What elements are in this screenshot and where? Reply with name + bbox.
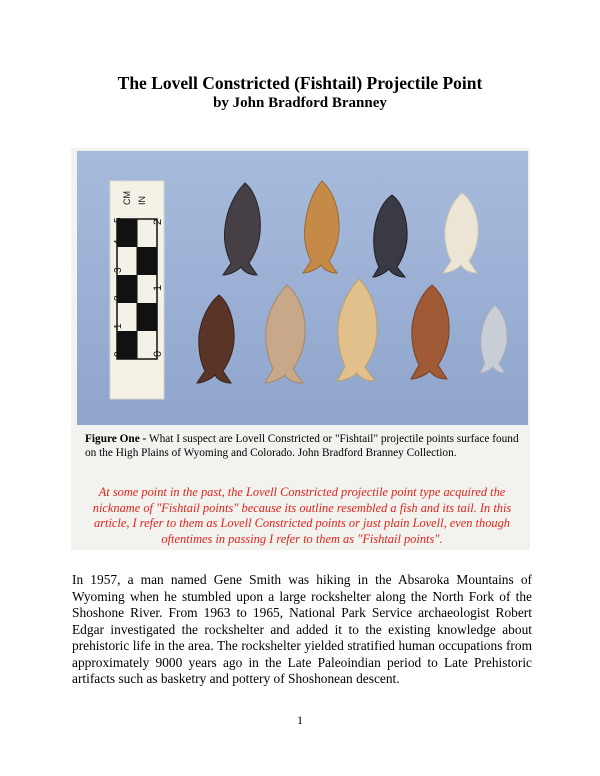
caption-lead: Figure One - xyxy=(85,433,147,445)
cm-tick-5: 5 xyxy=(113,217,124,223)
in-tick-1: 1 xyxy=(152,284,164,291)
page-number: 1 xyxy=(297,713,303,727)
cm-tick-4: 4 xyxy=(113,239,124,245)
cm-tick-2: 2 xyxy=(113,295,124,301)
scale-cm-label: CM xyxy=(122,191,132,205)
caption-text: What I suspect are Lovell Constricted or "Fishtail" projectile points surface found on the High Plains of Wyoming and Colorado. John Bradford Branney Collection. xyxy=(85,433,519,459)
scale-card xyxy=(110,181,164,399)
figure-note: At some point in the past, the Lovell Constricted projectile point type acquired the nickname of "Fishtail points" because its outline resembled a fish and its tail. In this article, I refer to them as Lovell Constricted points or just plain Lovell, even though oftentimes in passing I refer to them as "Fishtail points". xyxy=(92,485,512,546)
cm-tick-0: 0 xyxy=(113,351,124,357)
in-tick-2: 2 xyxy=(152,218,164,225)
cm-tick-3: 3 xyxy=(113,267,124,273)
figure-caption xyxy=(85,432,522,460)
body-paragraph: In 1957, a man named Gene Smith was hiking in the Absaroka Mountains of Wyoming when he stumbled upon a large rockshelter along the North Fork of the Shoshone River. From 1963 to 1965, National Park Service archaeologist Robert Edgar investigated the rockshelter and added it to the existing knowledge about prehistoric life in the area. The rockshelter yielded stratified human occupations from approximately 9000 years ago in the Late Paleoindian period to Late Prehistoric artifacts such as basketry and pottery of Shoshonean descent. xyxy=(72,572,532,686)
page-title: The Lovell Constricted (Fishtail) Projectile Point xyxy=(117,73,483,93)
projectile-points-photo xyxy=(77,151,528,425)
author-byline: by John Bradford Branney xyxy=(213,95,387,111)
scale-in-label: IN xyxy=(137,196,147,205)
cm-tick-1: 1 xyxy=(113,323,124,329)
figure-photo xyxy=(77,151,528,425)
in-tick-0: 0 xyxy=(152,350,164,357)
